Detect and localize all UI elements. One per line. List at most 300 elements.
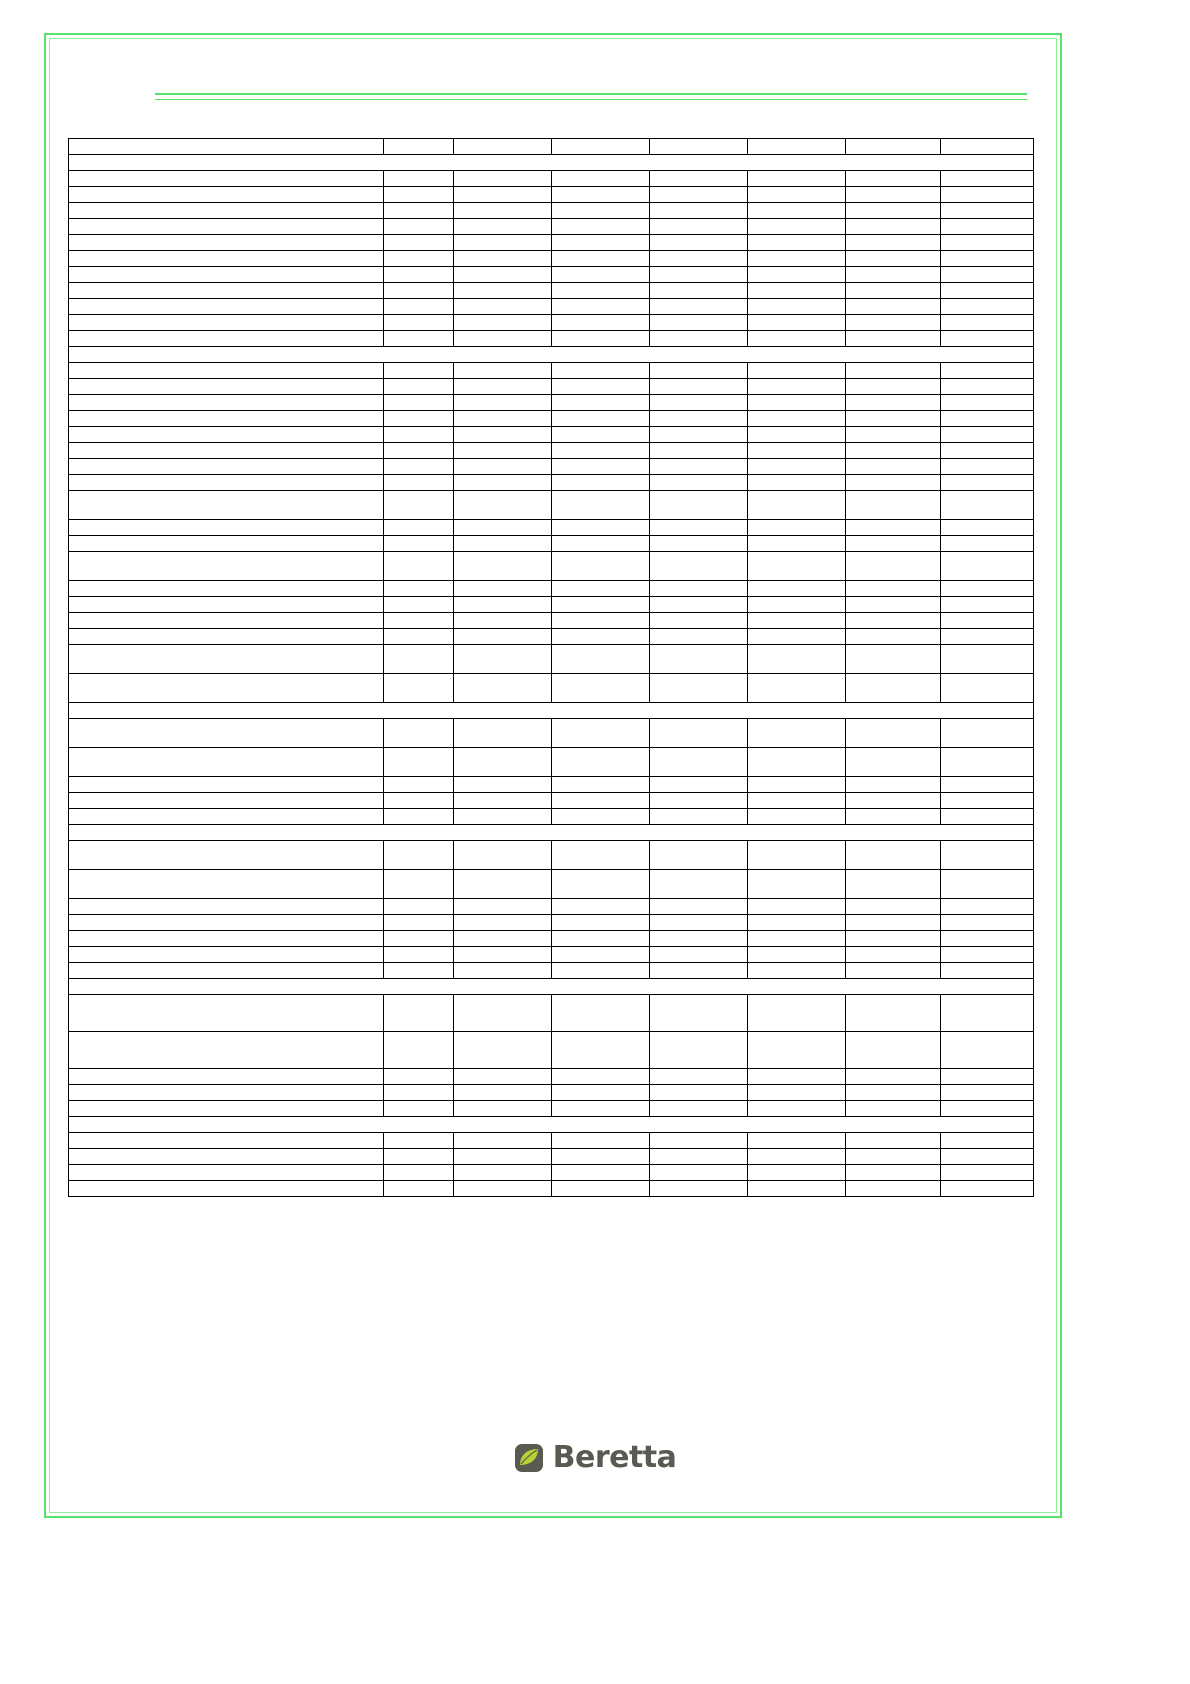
table-cell (941, 899, 1034, 915)
table-cell (454, 491, 552, 520)
table-row-label (69, 363, 384, 379)
table-cell (552, 777, 650, 793)
table-cell (748, 629, 846, 645)
table-cell (846, 674, 941, 703)
table-cell (552, 235, 650, 251)
table-row (69, 267, 1034, 283)
table-cell (941, 283, 1034, 299)
table-row-label (69, 171, 384, 187)
table-cell (454, 899, 552, 915)
table-cell (552, 491, 650, 520)
table-cell (748, 219, 846, 235)
table-row-label (69, 1069, 384, 1085)
table-cell (650, 283, 748, 299)
table-cell (552, 552, 650, 581)
table-cell (650, 235, 748, 251)
table-row-unit (384, 379, 454, 395)
table-cell (748, 809, 846, 825)
table-row (69, 674, 1034, 703)
table-cell (748, 1165, 846, 1181)
table-row-label (69, 995, 384, 1032)
table-cell (552, 915, 650, 931)
table-cell (748, 552, 846, 581)
table-cell (846, 491, 941, 520)
title-rule-thick (155, 93, 1027, 95)
table-cell (846, 1165, 941, 1181)
table-row (69, 443, 1034, 459)
table-cell (941, 719, 1034, 748)
table-cell (454, 777, 552, 793)
table-row-unit (384, 645, 454, 674)
table-cell (846, 536, 941, 552)
table-cell (748, 597, 846, 613)
table-cell (748, 581, 846, 597)
table-cell (650, 459, 748, 475)
table-cell (846, 793, 941, 809)
table-cell (650, 491, 748, 520)
table-row-unit (384, 1149, 454, 1165)
table-cell (941, 552, 1034, 581)
table-row (69, 1085, 1034, 1101)
table-cell (552, 674, 650, 703)
table-cell (650, 931, 748, 947)
table-cell (846, 809, 941, 825)
table-cell (552, 427, 650, 443)
table-row-label (69, 629, 384, 645)
table-cell (454, 219, 552, 235)
table-cell (650, 363, 748, 379)
table-cell (941, 1069, 1034, 1085)
table-row (69, 719, 1034, 748)
table-row-unit (384, 931, 454, 947)
table-cell (454, 613, 552, 629)
table-cell (454, 363, 552, 379)
table-row (69, 475, 1034, 491)
table-cell (846, 777, 941, 793)
table-row-label (69, 235, 384, 251)
table-cell (846, 235, 941, 251)
table-cell (941, 1181, 1034, 1197)
table-row (69, 251, 1034, 267)
table-cell (748, 475, 846, 491)
table-row (69, 995, 1034, 1032)
table-cell (454, 1165, 552, 1181)
table-row (69, 793, 1034, 809)
table-cell (650, 299, 748, 315)
table-cell (650, 947, 748, 963)
table-row-label (69, 870, 384, 899)
table-cell (748, 613, 846, 629)
table-cell (846, 719, 941, 748)
table-row-unit (384, 581, 454, 597)
table-cell (846, 1149, 941, 1165)
table-cell (454, 674, 552, 703)
table-cell (552, 597, 650, 613)
table-row-label (69, 947, 384, 963)
table-row-unit (384, 536, 454, 552)
table-row-label (69, 411, 384, 427)
table-row (69, 331, 1034, 347)
table-cell (846, 459, 941, 475)
table-cell (748, 171, 846, 187)
table-cell (846, 1085, 941, 1101)
table-row-unit (384, 411, 454, 427)
table-cell (454, 1085, 552, 1101)
table-cell (846, 1032, 941, 1069)
table-cell (748, 1069, 846, 1085)
table-row-label (69, 1085, 384, 1101)
table-cell (650, 411, 748, 427)
table-row-unit (384, 283, 454, 299)
table-cell (748, 931, 846, 947)
table-row-label (69, 581, 384, 597)
table-row-label (69, 315, 384, 331)
table-cell (941, 267, 1034, 283)
table-row-unit (384, 552, 454, 581)
table-cell (748, 748, 846, 777)
table-cell (748, 427, 846, 443)
table-cell (941, 995, 1034, 1032)
table-row (69, 520, 1034, 536)
table-cell (650, 475, 748, 491)
table-section-row (69, 703, 1034, 719)
table-section-label (69, 979, 1034, 995)
table-row-label (69, 915, 384, 931)
table-cell (650, 1149, 748, 1165)
table-cell (748, 841, 846, 870)
table-cell (846, 251, 941, 267)
table-cell (846, 613, 941, 629)
table-cell (552, 870, 650, 899)
table-cell (552, 1165, 650, 1181)
table-cell (552, 251, 650, 267)
table-row-unit (384, 793, 454, 809)
table-section-row (69, 825, 1034, 841)
table-row (69, 459, 1034, 475)
table-row-unit (384, 1069, 454, 1085)
table-cell (846, 219, 941, 235)
table-cell (846, 283, 941, 299)
table-row-label (69, 841, 384, 870)
table-row-unit (384, 363, 454, 379)
table-cell (846, 475, 941, 491)
table-cell (454, 331, 552, 347)
table-cell (650, 841, 748, 870)
table-cell (650, 581, 748, 597)
table-cell (650, 203, 748, 219)
table-row-label (69, 931, 384, 947)
table-cell (454, 235, 552, 251)
table-row-unit (384, 443, 454, 459)
table-cell (748, 363, 846, 379)
table-row-label (69, 1101, 384, 1117)
table-cell (454, 139, 552, 155)
table-cell (748, 203, 846, 219)
table-cell (941, 793, 1034, 809)
table-row-unit (384, 203, 454, 219)
table-row (69, 299, 1034, 315)
table-cell (454, 395, 552, 411)
table-cell (650, 171, 748, 187)
table-row-label (69, 899, 384, 915)
table-section-label (69, 155, 1034, 171)
table-cell (454, 1181, 552, 1197)
table-row (69, 139, 1034, 155)
table-row-label (69, 251, 384, 267)
table-cell (552, 520, 650, 536)
table-cell (748, 1181, 846, 1197)
table-cell (552, 719, 650, 748)
table-row-unit (384, 139, 454, 155)
table-cell (650, 597, 748, 613)
table-cell (846, 411, 941, 427)
table-cell (941, 674, 1034, 703)
table-cell (454, 870, 552, 899)
table-row (69, 613, 1034, 629)
table-cell (846, 443, 941, 459)
table-cell (552, 793, 650, 809)
table-cell (846, 299, 941, 315)
table-cell (552, 931, 650, 947)
table-cell (941, 171, 1034, 187)
table-cell (454, 963, 552, 979)
table-cell (552, 203, 650, 219)
table-cell (941, 427, 1034, 443)
brand-name: Beretta (552, 1440, 677, 1475)
table-cell (748, 899, 846, 915)
table-cell (941, 395, 1034, 411)
table-cell (454, 459, 552, 475)
table-cell (650, 629, 748, 645)
table-row-unit (384, 899, 454, 915)
table-cell (846, 1101, 941, 1117)
table-cell (650, 443, 748, 459)
table-cell (454, 299, 552, 315)
table-row-unit (384, 299, 454, 315)
table-row-unit (384, 597, 454, 613)
table-cell (941, 331, 1034, 347)
table-row (69, 748, 1034, 777)
table-cell (846, 995, 941, 1032)
table-cell (552, 1032, 650, 1069)
table-row-label (69, 1149, 384, 1165)
table-cell (552, 219, 650, 235)
table-cell (941, 963, 1034, 979)
table-cell (552, 581, 650, 597)
table-cell (846, 748, 941, 777)
table-cell (846, 915, 941, 931)
table-row (69, 283, 1034, 299)
table-row-label (69, 520, 384, 536)
brand-logo (514, 1440, 677, 1475)
table-section-row (69, 979, 1034, 995)
table-cell (748, 395, 846, 411)
table-cell (941, 379, 1034, 395)
table-cell (941, 809, 1034, 825)
table-row-unit (384, 171, 454, 187)
table-cell (748, 379, 846, 395)
table-cell (748, 1032, 846, 1069)
table-cell (748, 411, 846, 427)
table-cell (650, 719, 748, 748)
table-row-label (69, 613, 384, 629)
table-row (69, 1101, 1034, 1117)
table-cell (650, 793, 748, 809)
table-cell (846, 581, 941, 597)
table-cell (552, 645, 650, 674)
table-cell (941, 299, 1034, 315)
table-row-unit (384, 267, 454, 283)
table-cell (454, 552, 552, 581)
table-cell (941, 235, 1034, 251)
table-cell (552, 613, 650, 629)
table-cell (941, 777, 1034, 793)
table-row-label (69, 809, 384, 825)
table-cell (846, 629, 941, 645)
table-cell (650, 1069, 748, 1085)
footer (0, 1440, 1190, 1478)
table-row (69, 411, 1034, 427)
table-row (69, 363, 1034, 379)
table-cell (846, 645, 941, 674)
table-cell (552, 459, 650, 475)
table-cell (650, 552, 748, 581)
table-row (69, 171, 1034, 187)
table-cell (650, 139, 748, 155)
table-cell (941, 203, 1034, 219)
table-row-unit (384, 674, 454, 703)
table-cell (941, 475, 1034, 491)
table-row (69, 552, 1034, 581)
table-cell (650, 809, 748, 825)
table-cell (941, 629, 1034, 645)
table-row-unit (384, 963, 454, 979)
table-cell (454, 581, 552, 597)
table-cell (941, 597, 1034, 613)
table-row-label (69, 645, 384, 674)
table-cell (846, 1133, 941, 1149)
table-cell (748, 235, 846, 251)
table-row (69, 1069, 1034, 1085)
table-row (69, 581, 1034, 597)
table-cell (454, 411, 552, 427)
table-cell (650, 251, 748, 267)
table-row (69, 187, 1034, 203)
table-row (69, 777, 1034, 793)
table-cell (846, 963, 941, 979)
table-cell (552, 363, 650, 379)
table-cell (941, 748, 1034, 777)
table-cell (650, 536, 748, 552)
table-cell (650, 331, 748, 347)
table-row (69, 947, 1034, 963)
table-section-row (69, 347, 1034, 363)
table-cell (650, 613, 748, 629)
table-row-unit (384, 235, 454, 251)
table-cell (941, 315, 1034, 331)
table-cell (552, 899, 650, 915)
table-cell (552, 963, 650, 979)
table-row (69, 219, 1034, 235)
table-row-label (69, 1032, 384, 1069)
table-cell (941, 251, 1034, 267)
table-row (69, 491, 1034, 520)
table-cell (650, 899, 748, 915)
table-cell (454, 187, 552, 203)
table-cell (552, 187, 650, 203)
table-cell (552, 995, 650, 1032)
table-cell (650, 315, 748, 331)
table-row (69, 235, 1034, 251)
table-cell (941, 581, 1034, 597)
table-row-label (69, 552, 384, 581)
table-cell (846, 870, 941, 899)
table-row-label (69, 748, 384, 777)
table-cell (941, 1032, 1034, 1069)
table-section-label (69, 703, 1034, 719)
table-cell (748, 870, 846, 899)
table-cell (941, 536, 1034, 552)
table-cell (552, 1101, 650, 1117)
table-cell (552, 395, 650, 411)
table-cell (748, 1101, 846, 1117)
table-cell (846, 931, 941, 947)
table-row (69, 536, 1034, 552)
table-cell (650, 915, 748, 931)
table-row-label (69, 1181, 384, 1197)
table-cell (650, 520, 748, 536)
table-section-label (69, 1117, 1034, 1133)
table-section-row (69, 155, 1034, 171)
table-row-label (69, 536, 384, 552)
table-row-unit (384, 1101, 454, 1117)
table-cell (552, 841, 650, 870)
table-cell (941, 139, 1034, 155)
table-cell (941, 459, 1034, 475)
table-row-label (69, 139, 384, 155)
table-cell (552, 267, 650, 283)
table-row-unit (384, 475, 454, 491)
table-cell (941, 1085, 1034, 1101)
table-cell (552, 283, 650, 299)
table-cell (941, 411, 1034, 427)
table-row-label (69, 331, 384, 347)
table-row-unit (384, 870, 454, 899)
table-row (69, 1165, 1034, 1181)
table-row (69, 645, 1034, 674)
table-cell (650, 427, 748, 443)
table-cell (454, 171, 552, 187)
table-cell (650, 1085, 748, 1101)
table-cell (552, 315, 650, 331)
table-cell (748, 315, 846, 331)
table-cell (454, 597, 552, 613)
table-cell (846, 203, 941, 219)
table-row-label (69, 443, 384, 459)
table-row (69, 597, 1034, 613)
table-cell (846, 379, 941, 395)
table-cell (941, 841, 1034, 870)
table-cell (748, 1085, 846, 1101)
table-cell (552, 475, 650, 491)
table-row (69, 931, 1034, 947)
table-row (69, 379, 1034, 395)
table-cell (941, 491, 1034, 520)
table-cell (748, 947, 846, 963)
table-cell (552, 379, 650, 395)
table-row (69, 203, 1034, 219)
table-section-label (69, 825, 1034, 841)
